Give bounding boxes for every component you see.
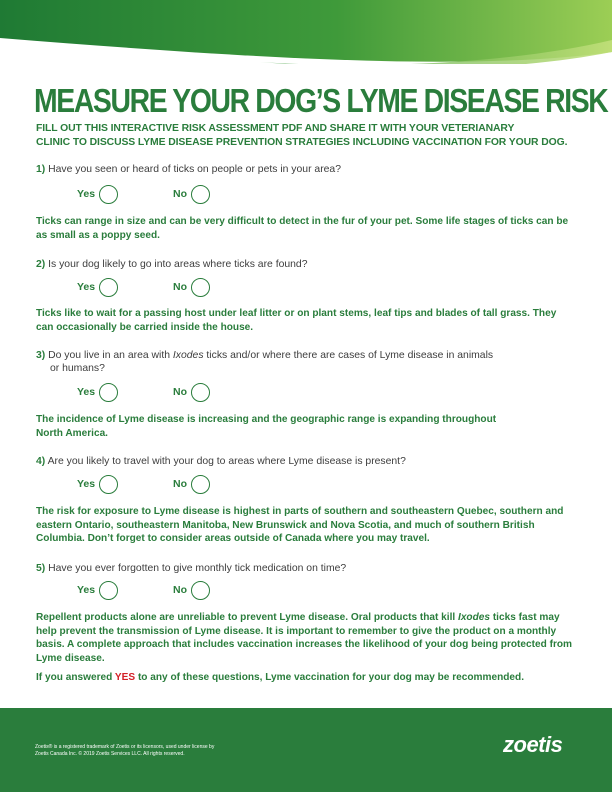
question-number: 3)	[36, 350, 46, 361]
question-number: 1)	[36, 164, 46, 175]
yes-highlight: YES	[114, 672, 136, 683]
no-radio-button[interactable]	[191, 383, 210, 402]
question-2	[36, 258, 576, 271]
no-label: No	[173, 386, 187, 398]
no-label: No	[173, 281, 187, 293]
question-5	[36, 562, 576, 575]
conclusion-before: If you answered	[36, 672, 113, 683]
question-text: Is your dog likely to go into areas where ticks are found?	[48, 259, 308, 270]
no-option-q4[interactable]	[173, 472, 210, 496]
yes-label: Yes	[77, 386, 96, 398]
legal-line-2: Zoetis Canada Inc. © 2019 Zoetis Services LLC. All rights reserved.	[35, 751, 185, 757]
species-name: Ixodes	[458, 612, 490, 623]
question-number: 4)	[36, 456, 46, 467]
conclusion-text	[36, 671, 576, 685]
instructions-line-1: FILL OUT THIS INTERACTIVE RISK ASSESSMENT PDF AND SHARE IT WITH YOUR VETERIANARY	[36, 123, 515, 134]
no-label: No	[173, 478, 187, 490]
yes-radio-button[interactable]	[99, 581, 118, 600]
info-text: Repellent products alone are unreliable to prevent Lyme disease. Oral products that kill	[36, 612, 456, 623]
yes-label: Yes	[77, 584, 96, 596]
no-option-q3[interactable]	[173, 380, 210, 404]
legal-line-1: Zoetis® is a registered trademark of Zoetis or its licensors, used under license by	[35, 744, 215, 750]
yes-radio-button[interactable]	[99, 185, 118, 204]
instructions	[36, 122, 596, 150]
question-text: Have you seen or heard of ticks on people or pets in your area?	[48, 164, 341, 175]
legal-notice	[35, 744, 295, 758]
no-label: No	[173, 188, 187, 200]
info-text-q5	[36, 611, 576, 665]
no-radio-button[interactable]	[191, 185, 210, 204]
question-4	[36, 455, 576, 468]
no-radio-button[interactable]	[191, 278, 210, 297]
info-line: The incidence of Lyme disease is increasing and the geographic range is expanding throughout	[36, 414, 497, 425]
yes-option-q1[interactable]	[77, 182, 118, 206]
species-name: Ixodes	[172, 350, 204, 361]
conclusion-after: to any of these questions, Lyme vaccination for your dog may be recommended.	[137, 672, 525, 683]
info-text: ticks fast may help prevent the transmission of Lyme disease. It is important to remember to give the product on a monthly basis. A complete approach that includes vaccination increases the likelihood of your dog being protected from Lyme disease.	[36, 612, 573, 664]
yes-label: Yes	[77, 281, 96, 293]
header-banner	[0, 0, 612, 64]
question-text: or humans?	[50, 363, 105, 374]
page-title: MEASURE YOUR DOG’S LYME DISEASE RISK	[34, 82, 608, 119]
yes-option-q3[interactable]	[77, 380, 118, 404]
question-3	[36, 349, 576, 375]
no-label: No	[173, 584, 187, 596]
yes-radio-button[interactable]	[99, 475, 118, 494]
yes-radio-button[interactable]	[99, 278, 118, 297]
instructions-line-2: CLINIC TO DISCUSS LYME DISEASE PREVENTION STRATEGIES INCLUDING VACCINATION FOR YOUR DOG.	[36, 137, 568, 148]
question-text: Have you ever forgotten to give monthly tick medication on time?	[48, 563, 347, 574]
info-text-q2: Ticks like to wait for a passing host under leaf litter or on plant stems, leaf tips and blades of tall grass. They can occasionally be carried inside the house.	[36, 308, 557, 333]
question-number: 5)	[36, 563, 46, 574]
no-option-q5[interactable]	[173, 578, 210, 602]
yes-option-q4[interactable]	[77, 472, 118, 496]
no-radio-button[interactable]	[191, 581, 210, 600]
zoetis-logo: zoetis	[503, 732, 563, 757]
info-text-q1: Ticks can range in size and can be very difficult to detect in the fur of your pet. Some life stages of ticks can be as small as a poppy seed.	[36, 216, 569, 241]
no-radio-button[interactable]	[191, 475, 210, 494]
footer	[0, 708, 612, 792]
no-option-q1[interactable]	[173, 182, 210, 206]
info-text-q4: The risk for exposure to Lyme disease is highest in parts of southern and southeastern Quebec, southern and eastern Ontario, southeastern Manitoba, New Brunswick and Nova Scotia, and much of southern British Columbia. Don’t forget to consider areas outside of Canada where you may travel.	[36, 506, 564, 545]
info-line: North America.	[36, 427, 108, 439]
yes-option-q5[interactable]	[77, 578, 118, 602]
yes-label: Yes	[77, 478, 96, 490]
question-number: 2)	[36, 259, 46, 270]
yes-option-q2[interactable]	[77, 275, 118, 299]
question-1	[36, 163, 576, 176]
question-text: ticks and/or where there are cases of Lyme disease in animals	[206, 350, 494, 361]
yes-radio-button[interactable]	[99, 383, 118, 402]
info-text-q3	[36, 413, 576, 440]
yes-label: Yes	[77, 188, 96, 200]
question-text: Do you live in an area with	[48, 350, 171, 361]
question-text: Are you likely to travel with your dog to areas where Lyme disease is present?	[47, 456, 406, 467]
no-option-q2[interactable]	[173, 275, 210, 299]
